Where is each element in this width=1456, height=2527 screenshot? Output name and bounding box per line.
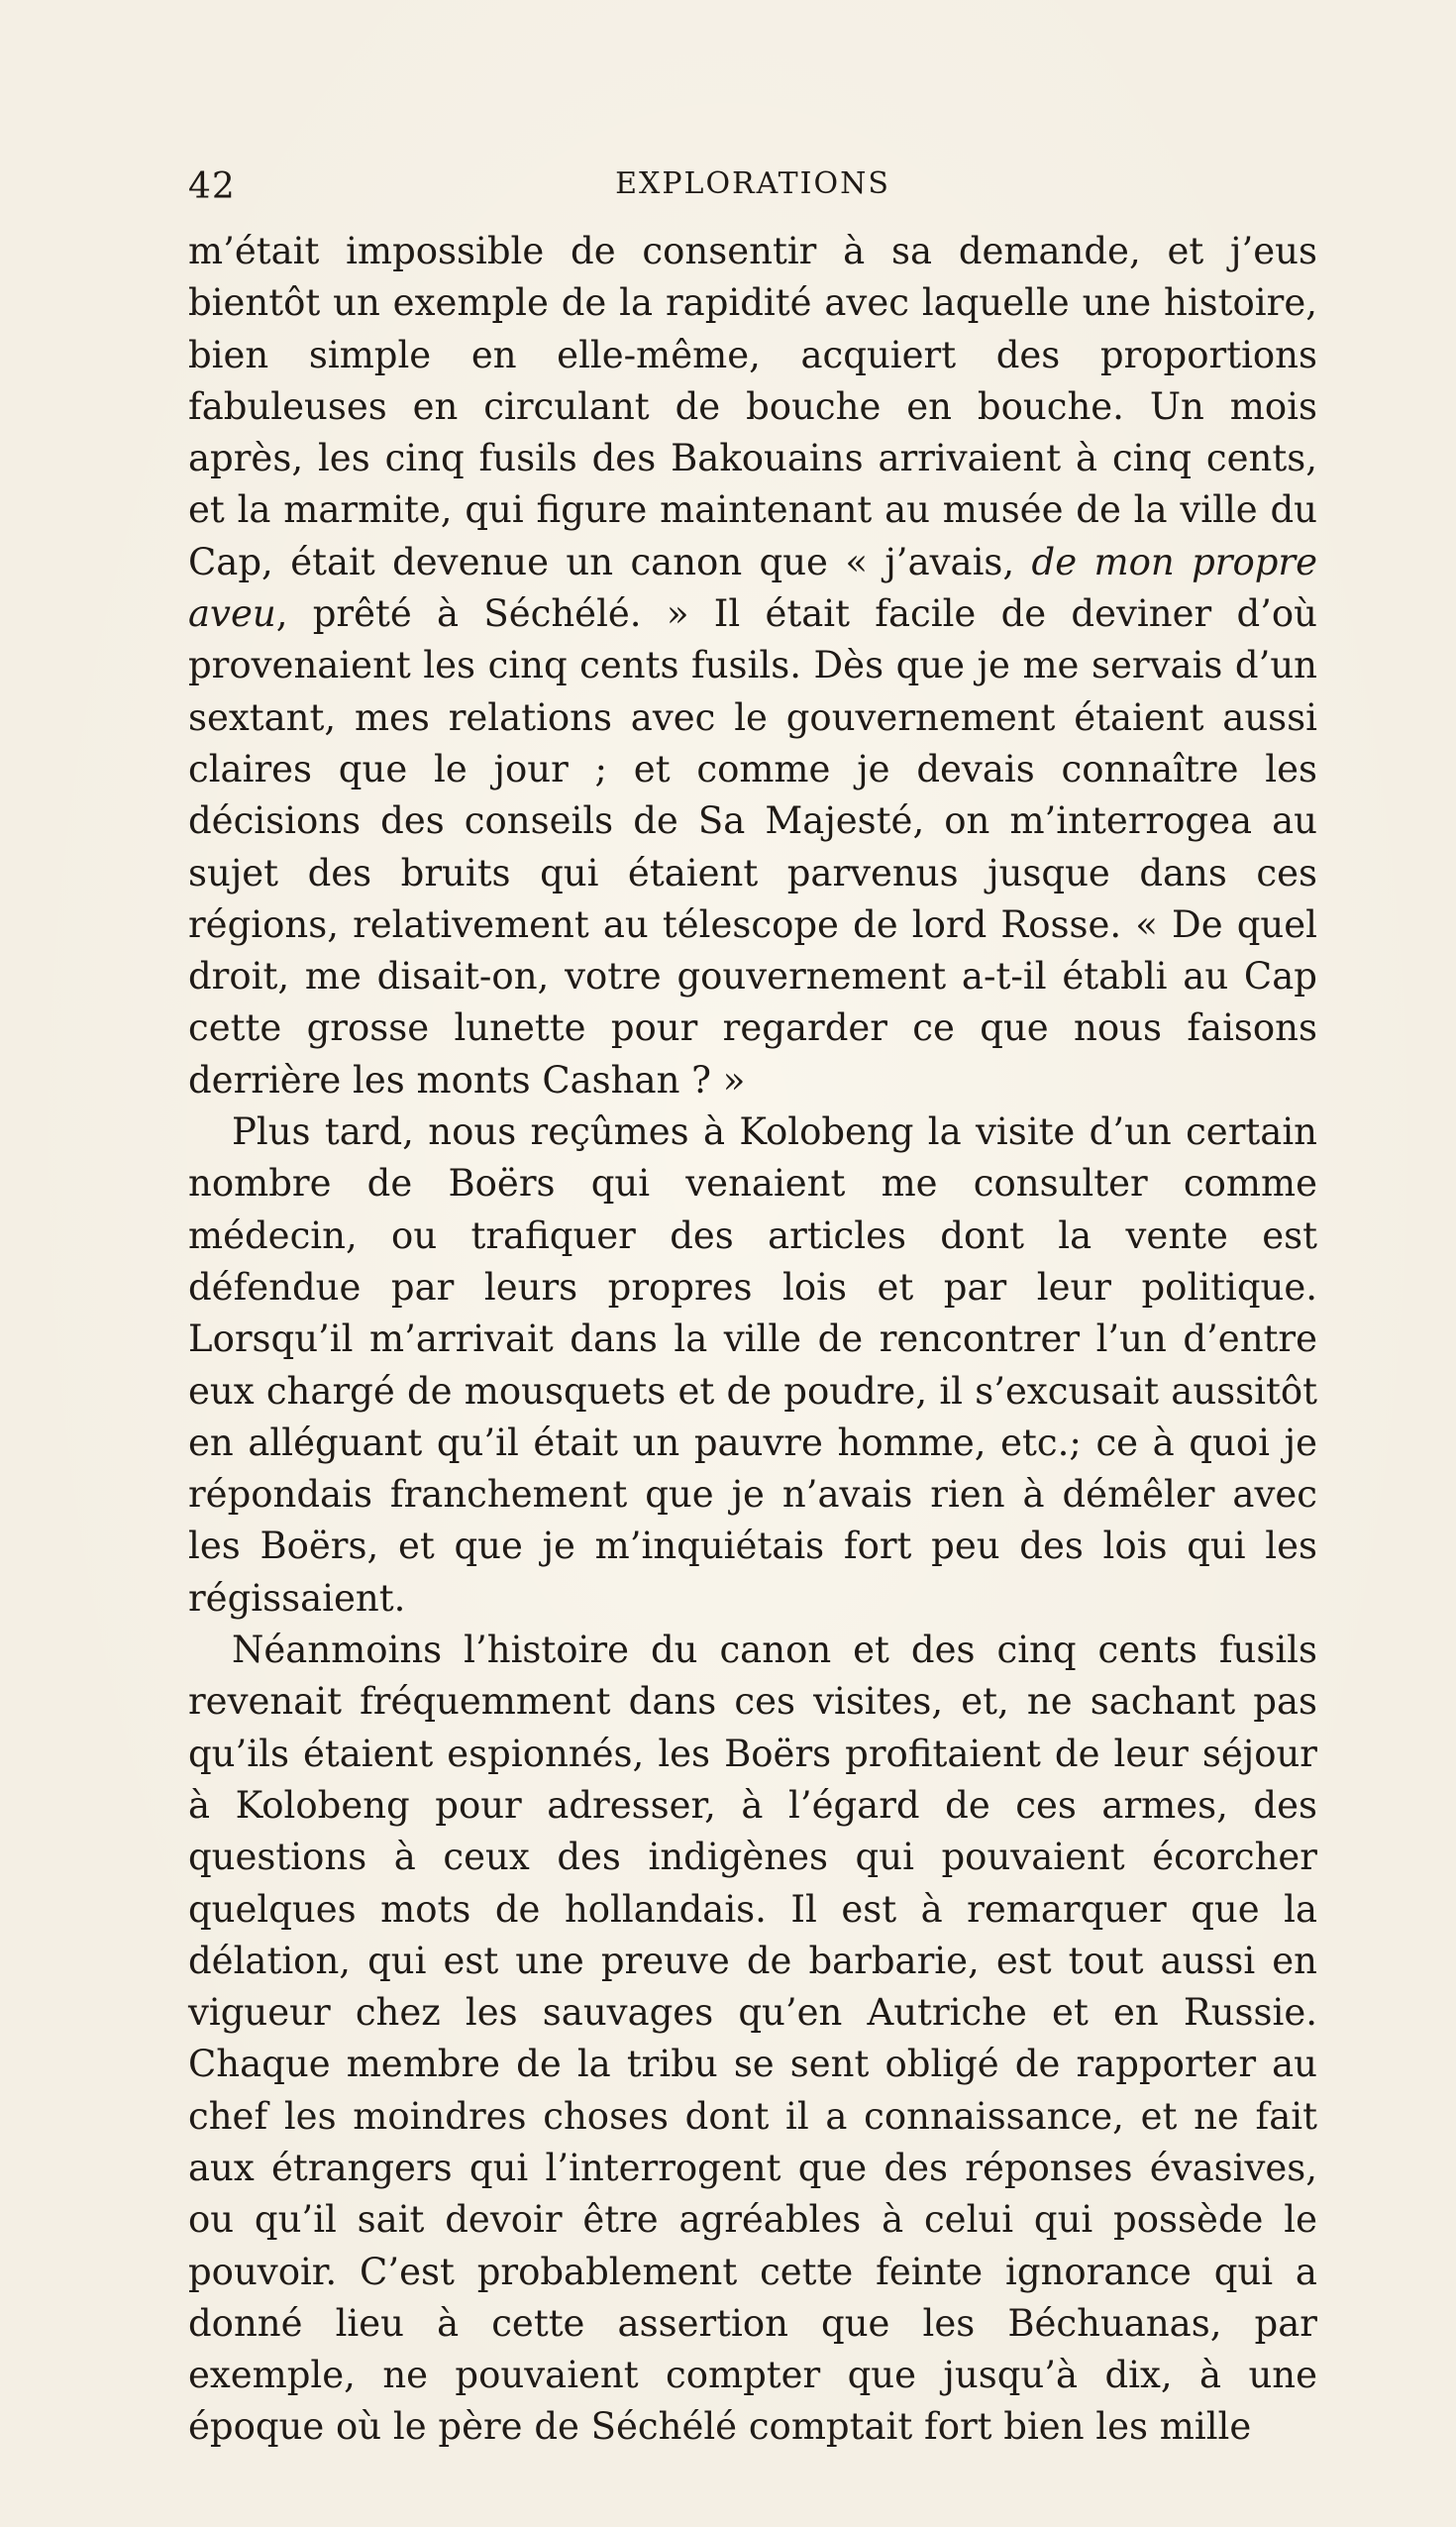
paragraph-1-italic: de mon propre aveu bbox=[188, 540, 1317, 636]
page-header bbox=[188, 166, 1317, 216]
paragraph-2: Plus tard, nous reçûmes à Kolobeng la visite d’un certain nombre de Boërs qui venaient me consulter comme médecin, ou trafiquer des articles dont la vente est défendue par leurs propres lois et par leur politique. Lorsqu’il m’arrivait dans la ville de rencontrer l’un d’entre eux chargé de mousquets et de poudre, il s’excusait aussitôt en alléguant qu’il était un pauvre homme, etc.; ce à quoi je répondais franchement que je n’avais rien à démêler avec les Boërs, et que je m’inquiétais fort peu des lois qui les régissaient. bbox=[188, 1110, 1317, 1620]
page-number: 42 bbox=[188, 166, 236, 207]
running-head: EXPLORATIONS bbox=[615, 166, 890, 201]
paragraph-1-text-after: , prêté à Séchélé. » Il était facile de deviner d’où provenaient les cinq cents fusils. Dès que je me servais d’un sextant, mes relations avec le gouvernement étaient aussi claires que le jour ; et comme je devais connaître les décisions des conseils de Sa Majesté, on m’interrogea au sujet des bruits qui étaient parvenus jusque dans ces régions, relativement au télescope de lord Rosse. « De quel droit, me disait-on, votre gouvernement a-t-il établi au Cap cette grosse lunette pour regarder ce que nous faisons derrière les monts Cashan ? » bbox=[188, 592, 1317, 1102]
body-text bbox=[188, 226, 1317, 2454]
paragraph-1 bbox=[188, 226, 1317, 1106]
paragraph-1-text-before: m’était impossible de consentir à sa demande, et j’eus bientôt un exemple de la rapidité avec laquelle une histoire, bien simple en elle-même, acquiert des proportions fabuleuses en circulant de bouche en bouche. Un mois après, les cinq fusils des Bakouains arrivaient à cinq cents, et la marmite, qui figure maintenant au musée de la ville du Cap, était devenue un canon que « j’avais, bbox=[188, 230, 1317, 583]
paragraph-3: Néanmoins l’histoire du canon et des cinq cents fusils revenait fréquemment dans ces visites, et, ne sachant pas qu’ils étaient espionnés, les Boërs profitaient de leur séjour à Kolobeng pour adresser, à l’égard de ces armes, des questions à ceux des indigènes qui pouvaient écorcher quelques mots de hollandais. Il est à remarquer que la délation, qui est une preuve de barbarie, est tout aussi en vigueur chez les sauvages qu’en Autriche et en Russie. Chaque membre de la tribu se sent obligé de rapporter au chef les moindres choses dont il a connaissance, et ne fait aux étrangers qui l’interrogent que des réponses évasives, ou qu’il sait devoir être agréables à celui qui possède le pouvoir. C’est probablement cette feinte ignorance qui a donné lieu à cette assertion que les Béchuanas, par exemple, ne pouvaient compter que jusqu’à dix, à une époque où le père de Séchélé comptait fort bien les mille bbox=[188, 1629, 1317, 2449]
